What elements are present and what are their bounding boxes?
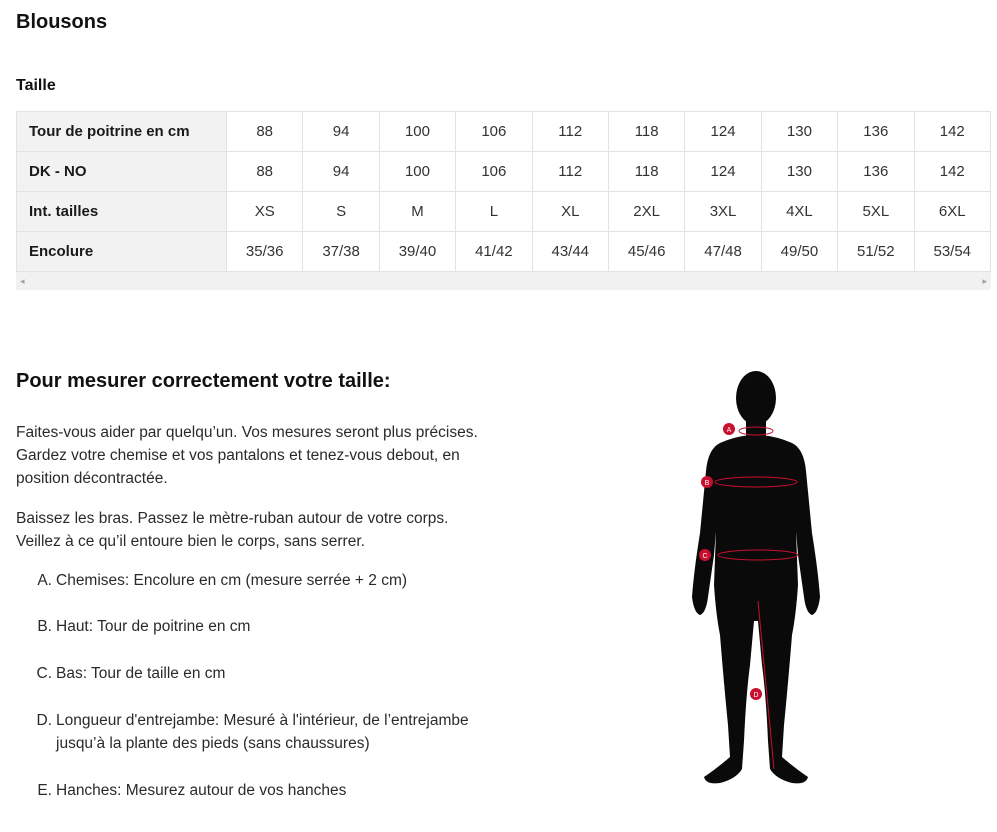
body-measurement-figure [680,365,840,790]
step-item-d [16,709,496,755]
size-table-container [16,111,991,290]
body-silhouette-illustration [680,365,840,790]
table-cell: 3XL [685,192,761,232]
help-paragraph [16,421,496,490]
step-letter: C. [36,665,52,682]
marker-b-label: B [704,480,710,487]
row-header: DK - NO [17,152,227,192]
step-item-e [16,779,496,802]
size-table [16,111,991,272]
help-paragraph-line: position décontractée. [16,470,168,487]
step-text: Hanches: Mesurez autour de vos hanches [56,782,347,799]
table-cell: 39/40 [379,232,455,272]
table-cell: 4XL [761,192,837,232]
scroll-left-icon[interactable]: ◂ [20,276,25,286]
table-cell: XS [227,192,303,232]
table-cell: 45/46 [608,232,684,272]
table-row [17,192,991,232]
table-row [17,232,991,272]
table-cell: 100 [379,152,455,192]
table-cell: 112 [532,152,608,192]
table-cell: 106 [456,152,532,192]
table-cell: 94 [303,152,379,192]
row-header: Int. tailles [17,192,227,232]
table-cell: S [303,192,379,232]
tape-paragraph-line: Baissez les bras. Passez le mètre-ruban autour de votre corps. [16,510,449,527]
table-cell: 88 [227,152,303,192]
step-letter: B. [37,618,52,635]
table-cell: 136 [838,152,914,192]
step-item-b [16,615,496,638]
marker-d-label: D [753,692,759,699]
table-cell: 47/48 [685,232,761,272]
marker-c-label: C [702,553,708,560]
table-cell: 88 [227,112,303,152]
table-cell: 118 [608,152,684,192]
tape-paragraph-line: Veillez à ce qu’il entoure bien le corps, sans serrer. [16,533,365,550]
step-letter: A. [37,572,52,589]
table-cell: 100 [379,112,455,152]
horizontal-scrollbar[interactable] [16,272,991,290]
step-text: Chemises: Encolure en cm (mesure serrée + 2 cm) [56,572,408,589]
table-cell: 136 [838,112,914,152]
step-letter: D. [36,712,52,729]
table-cell: 124 [685,112,761,152]
table-cell: 130 [761,112,837,152]
table-cell: 41/42 [456,232,532,272]
table-cell: 118 [608,112,684,152]
table-caption: Taille [16,77,56,94]
step-text-line: jusqu’à la plante des pieds (sans chaussures) [56,735,370,752]
marker-d [750,688,762,700]
step-item-a [16,569,496,592]
table-cell: 142 [914,152,990,192]
table-cell: 51/52 [838,232,914,272]
help-paragraph-line: Faites-vous aider par quelqu’un. Vos mesures seront plus précises. [16,424,478,441]
marker-a [723,423,735,435]
scroll-right-icon[interactable]: ▸ [982,276,987,286]
table-cell: 2XL [608,192,684,232]
table-cell: 49/50 [761,232,837,272]
help-paragraph-line: Gardez votre chemise et vos pantalons et tenez-vous debout, en [16,447,460,464]
table-cell: XL [532,192,608,232]
step-item-c [16,662,496,685]
table-cell: 37/38 [303,232,379,272]
table-row [17,152,991,192]
table-row [17,112,991,152]
measure-section-title: Pour mesurer correctement votre taille: [16,370,391,392]
table-cell: 112 [532,112,608,152]
table-cell: 35/36 [227,232,303,272]
tape-paragraph [16,507,496,553]
table-cell: 124 [685,152,761,192]
marker-c [699,549,711,561]
step-letter: E. [37,782,52,799]
table-cell: 142 [914,112,990,152]
marker-b [701,476,713,488]
row-header: Encolure [17,232,227,272]
table-cell: 6XL [914,192,990,232]
table-cell: 106 [456,112,532,152]
step-text-line: Longueur d'entrejambe: Mesuré à l'intérieur, de l’entrejambe [56,712,469,729]
step-text [56,709,496,755]
row-header: Tour de poitrine en cm [17,112,227,152]
table-cell: L [456,192,532,232]
table-cell: 130 [761,152,837,192]
body-silhouette [692,371,820,783]
table-cell: 5XL [838,192,914,232]
table-cell: M [379,192,455,232]
table-cell: 43/44 [532,232,608,272]
step-text: Haut: Tour de poitrine en cm [56,618,251,635]
page-title: Blousons [16,11,108,33]
step-text: Bas: Tour de taille en cm [56,665,226,682]
table-cell: 53/54 [914,232,990,272]
table-cell: 94 [303,112,379,152]
marker-a-label: A [726,427,732,434]
